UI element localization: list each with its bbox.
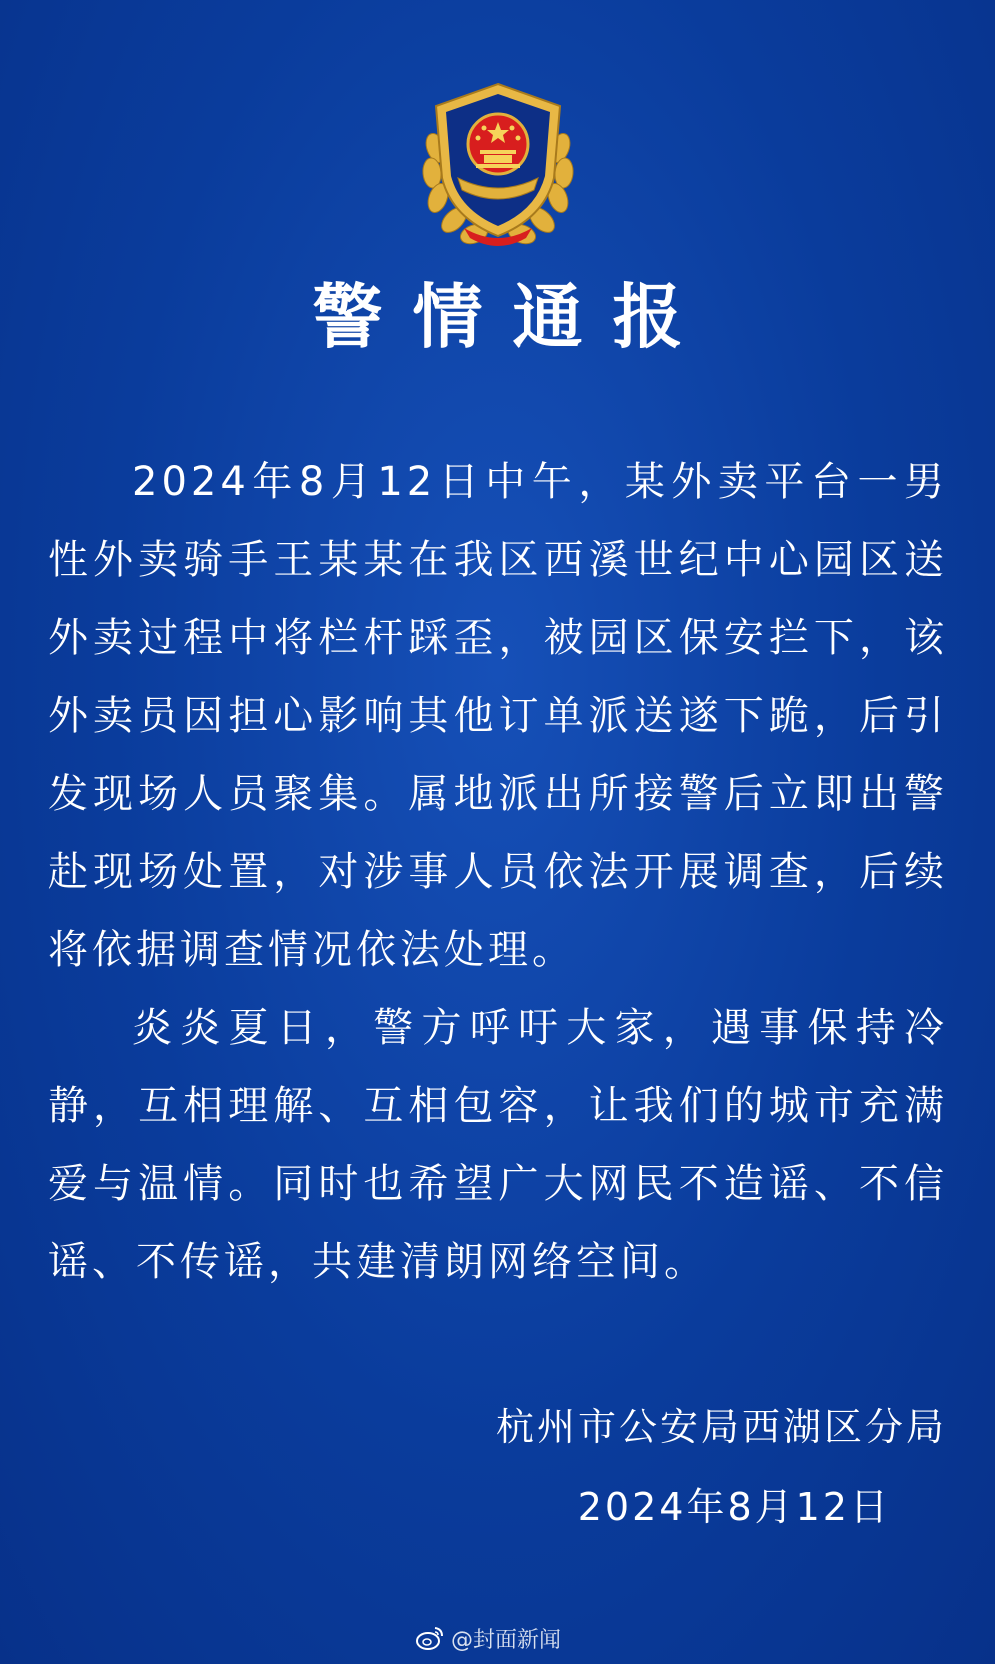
police-emblem-icon [414, 78, 582, 248]
page-title: 警情通报 [312, 275, 713, 358]
notice-body [48, 443, 948, 1301]
signature-block [496, 1387, 947, 1547]
watermark-handle: @封面新闻 [451, 1627, 562, 1653]
weibo-icon [415, 1625, 445, 1651]
issuer-name: 杭州市公安局西湖区分局 [495, 1405, 947, 1449]
notice-paragraph-2: 炎炎夏日，警方呼吁大家，遇事保持冷静，互相理解、互相包容，让我们的城市充满爱与温情。同时也希望广大网民不造谣、不信谣、不传谣，共建清朗网络空间。 [48, 1005, 948, 1285]
source-watermark [415, 1622, 561, 1654]
issue-date: 2024年8月12日 [577, 1485, 891, 1529]
notice-paragraph-1: 2024年8月12日中午，某外卖平台一男性外卖骑手王某某在我区西溪世纪中心园区送外卖过程中将栏杆踩歪，被园区保安拦下，该外卖员因担心影响其他订单派送遂下跪，后引发现场人员聚集。属地派出所接警后立即出警赴现场处置，对涉事人员依法开展调查，后续将依据调查情况依法处理。 [48, 459, 948, 973]
